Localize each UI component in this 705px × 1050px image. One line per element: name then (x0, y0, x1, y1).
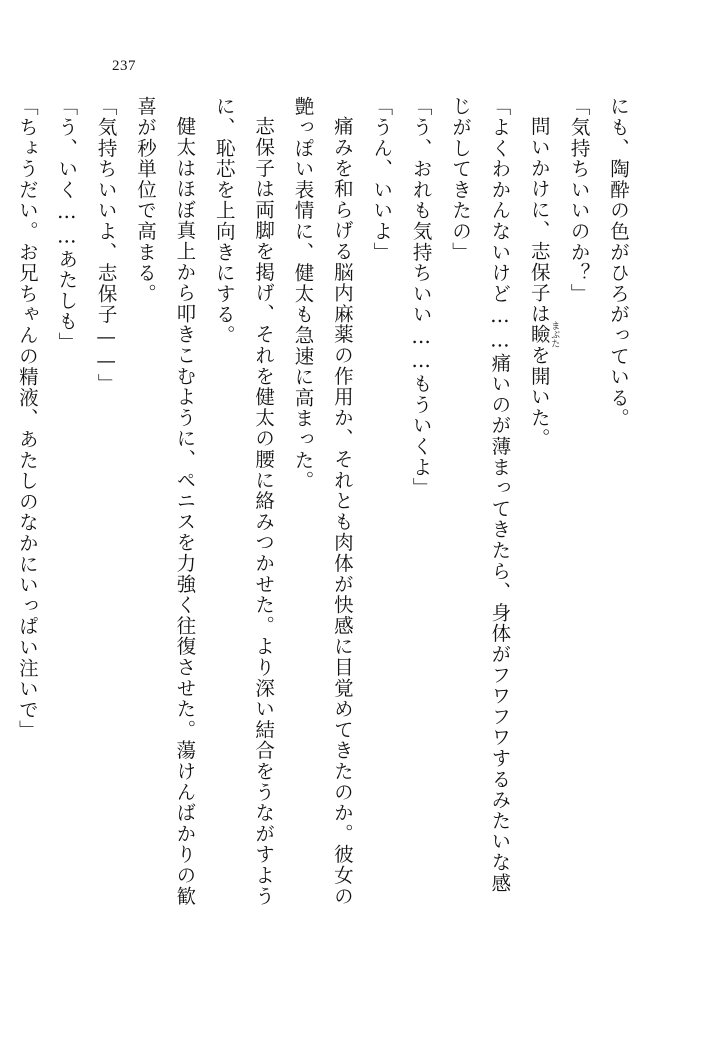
paragraph: 健太はほぼ真上から叩きこむように、ペニスを力強く往復させた。蕩けんばかりの歓喜が秒単位で高まる。 (134, 96, 197, 906)
paragraph: 「うん、いいよ」 (370, 96, 394, 263)
paragraph: 「よくわかんないけど……痛いのが薄まってきたら、身体がフワフワするみたいな感じがしてきたの」 (449, 96, 512, 894)
paragraph: 問いかけに、志保子は瞼まぶたを開いた。 (527, 115, 560, 449)
paragraph: 「気持ちいいのか？」 (567, 96, 591, 304)
paragraph: 「う、おれも気持ちいい……もういくよ」 (409, 96, 433, 499)
page-text-body (15, 96, 638, 906)
paragraph: 志保子は両脚を掲げ、それを健太の腰に絡みつかせた。より深い結合をうながすように、恥芯を上向きにする。 (212, 96, 276, 906)
paragraph: 「気持ちいいよ、志保子——」 (94, 96, 118, 395)
paragraph: 痛みを和らげる脳内麻薬の作用か、それとも肉体が快感に目覚めてきたのか。彼女の艶っぽい表情に、健太も急速に高まった。 (291, 96, 354, 906)
paragraph: にも、陶酔の色がひろがっている。 (607, 96, 630, 429)
page-number: 237 (112, 58, 136, 74)
paragraph: 「う、いく……あたしも」 (55, 96, 79, 353)
paragraph: 「ちょうだい。お兄ちゃんの精液、あたしのなかにいっぱい注いで」 (15, 96, 39, 741)
